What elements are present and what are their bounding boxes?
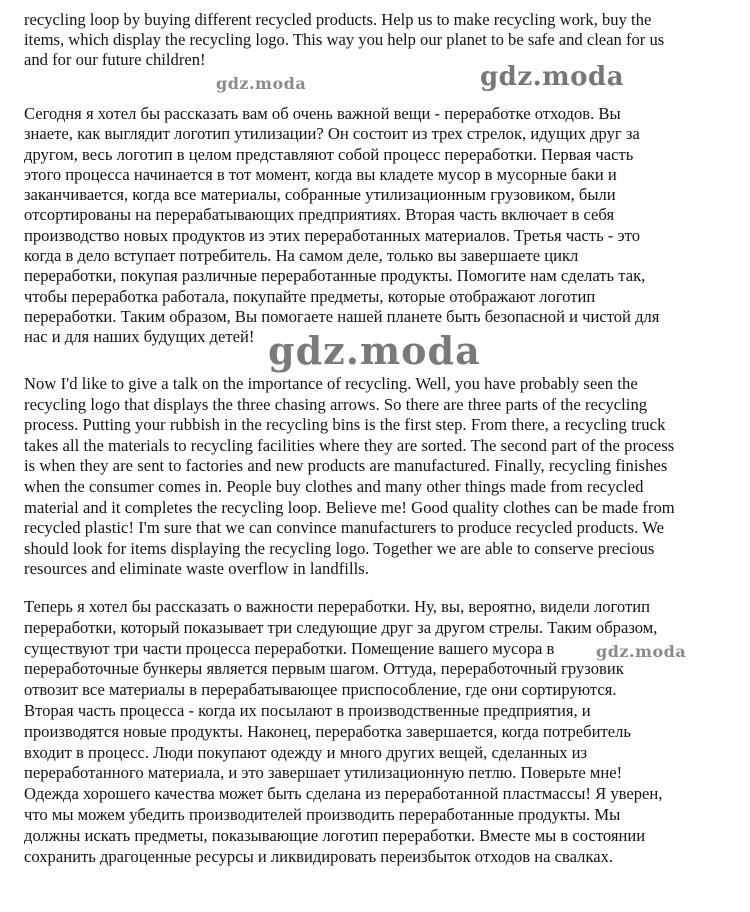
text-line: отвозит все материалы в перерабатывающее приспособление, где они сортируются. <box>24 680 617 700</box>
watermark: gdz.moda <box>596 642 687 661</box>
text-line: чтобы переработка работала, покупайте предметы, которые отображают логотип <box>24 286 596 306</box>
text-line: существуют три части процесса переработки. Помещение вашего мусора в <box>24 638 555 658</box>
text-line: Сегодня я хотел бы рассказать вам об очень важной вещи - переработке отходов. Вы <box>24 104 621 123</box>
text-line: items, which display the recycling logo. This way you help our planet to be safe and clean for us <box>24 30 665 49</box>
text-line: знаете, как выглядит логотип утилизации? Он состоит из трех стрелок, идущих друг за <box>24 124 640 144</box>
text-line: другом, весь логотип в целом представляют собой процесс переработки. Первая часть <box>24 144 634 164</box>
text-line: Одежда хорошего качества может быть сделана из переработанной пластмассы! Я уверен, <box>24 784 663 804</box>
text-line: should look for items displaying the recycling logo. Together we are able to conserve precious <box>24 538 655 558</box>
text-line: переработки, покупая различные переработанные продукты. Помогите нам сделать так, <box>24 266 646 286</box>
text-line: Теперь я хотел бы рассказать о важности переработки. Ну, вы, вероятно, видели логотип <box>24 597 650 616</box>
paragraph-english-talk <box>24 374 724 580</box>
text-line: resources and eliminate waste overflow in landfills. <box>24 559 369 579</box>
text-line: когда в дело вступает потребитель. На самом деле, только вы завершаете цикл <box>24 246 579 266</box>
text-line: takes all the materials to recycling facilities where they are sorted. The second part of the process <box>24 435 675 455</box>
paragraph-russian-translation-2 <box>24 597 724 867</box>
text-line: производство новых продуктов из этих переработанных материалов. Третья часть - это <box>24 225 640 245</box>
text-line: входит в процесс. Люди покупают одежду и много других вещей, сделанных из <box>24 742 588 762</box>
text-line: recycling logo that displays the three chasing arrows. So there are three parts of the recycling <box>24 394 648 414</box>
text-line: отсортированы на перерабатывающих предприятиях. Вторая часть включает в себя <box>24 205 615 225</box>
text-line: when the consumer comes in. People buy clothes and many other things made from recycled <box>24 476 644 496</box>
text-line: recycling loop by buying different recycled products. Help us to make recycling work, buy the <box>24 10 652 29</box>
text-line: заканчивается, когда все материалы, собранные утилизационным грузовиком, были <box>24 185 616 205</box>
text-line: сохранить драгоценные ресурсы и ликвидировать переизбыток отходов на свалках. <box>24 846 614 866</box>
text-line: переработки. Таким образом, Вы помогаете нашей планете быть безопасной и чистой для <box>24 306 660 326</box>
watermark: gdz.moda <box>268 328 481 373</box>
text-line: нас и для наших будущих детей! <box>24 327 255 347</box>
text-line: process. Putting your rubbish in the recycling bins is the first step. From there, a recycling truck <box>24 415 666 435</box>
text-line: переработочные бункеры является первым шагом. Оттуда, переработочный грузовик <box>24 659 624 679</box>
text-line: material and it completes the recycling loop. Believe me! Good quality clothes can be made from <box>24 497 675 517</box>
watermark: gdz.moda <box>216 74 307 93</box>
text-line: recycled plastic! I'm sure that we can convince manufacturers to produce recycled products. We <box>24 518 665 538</box>
text-line: Now I'd like to give a talk on the importance of recycling. Well, you have probably seen the <box>24 374 638 393</box>
text-line: что мы можем убедить производителей производить переработанные продукты. Мы <box>24 804 621 824</box>
paragraph-russian-translation-1 <box>24 104 724 348</box>
text-line: and for our future children! <box>24 50 206 69</box>
text-line: производятся новые продукты. Наконец, переработка завершается, когда потребитель <box>24 721 631 741</box>
watermark: gdz.moda <box>480 62 625 92</box>
text-line: переработки, который показывает три следующие друг за другом стрелы. Таким образом, <box>24 617 658 637</box>
text-line: должны искать предметы, показывающие логотип переработки. Вместе мы в состоянии <box>24 825 646 845</box>
paragraph-english-ending <box>24 10 724 70</box>
text-line: переработанного материала, и это завершает утилизационную петлю. Поверьте мне! <box>24 763 623 783</box>
text-line: этого процесса начинается в тот момент, когда вы кладете мусор в мусорные баки и <box>24 164 617 184</box>
text-line: is when they are sent to factories and new products are manufactured. Finally, recycling finishes <box>24 456 668 476</box>
text-line: Вторая часть процесса - когда их посылают в производственные предприятия, и <box>24 700 591 720</box>
